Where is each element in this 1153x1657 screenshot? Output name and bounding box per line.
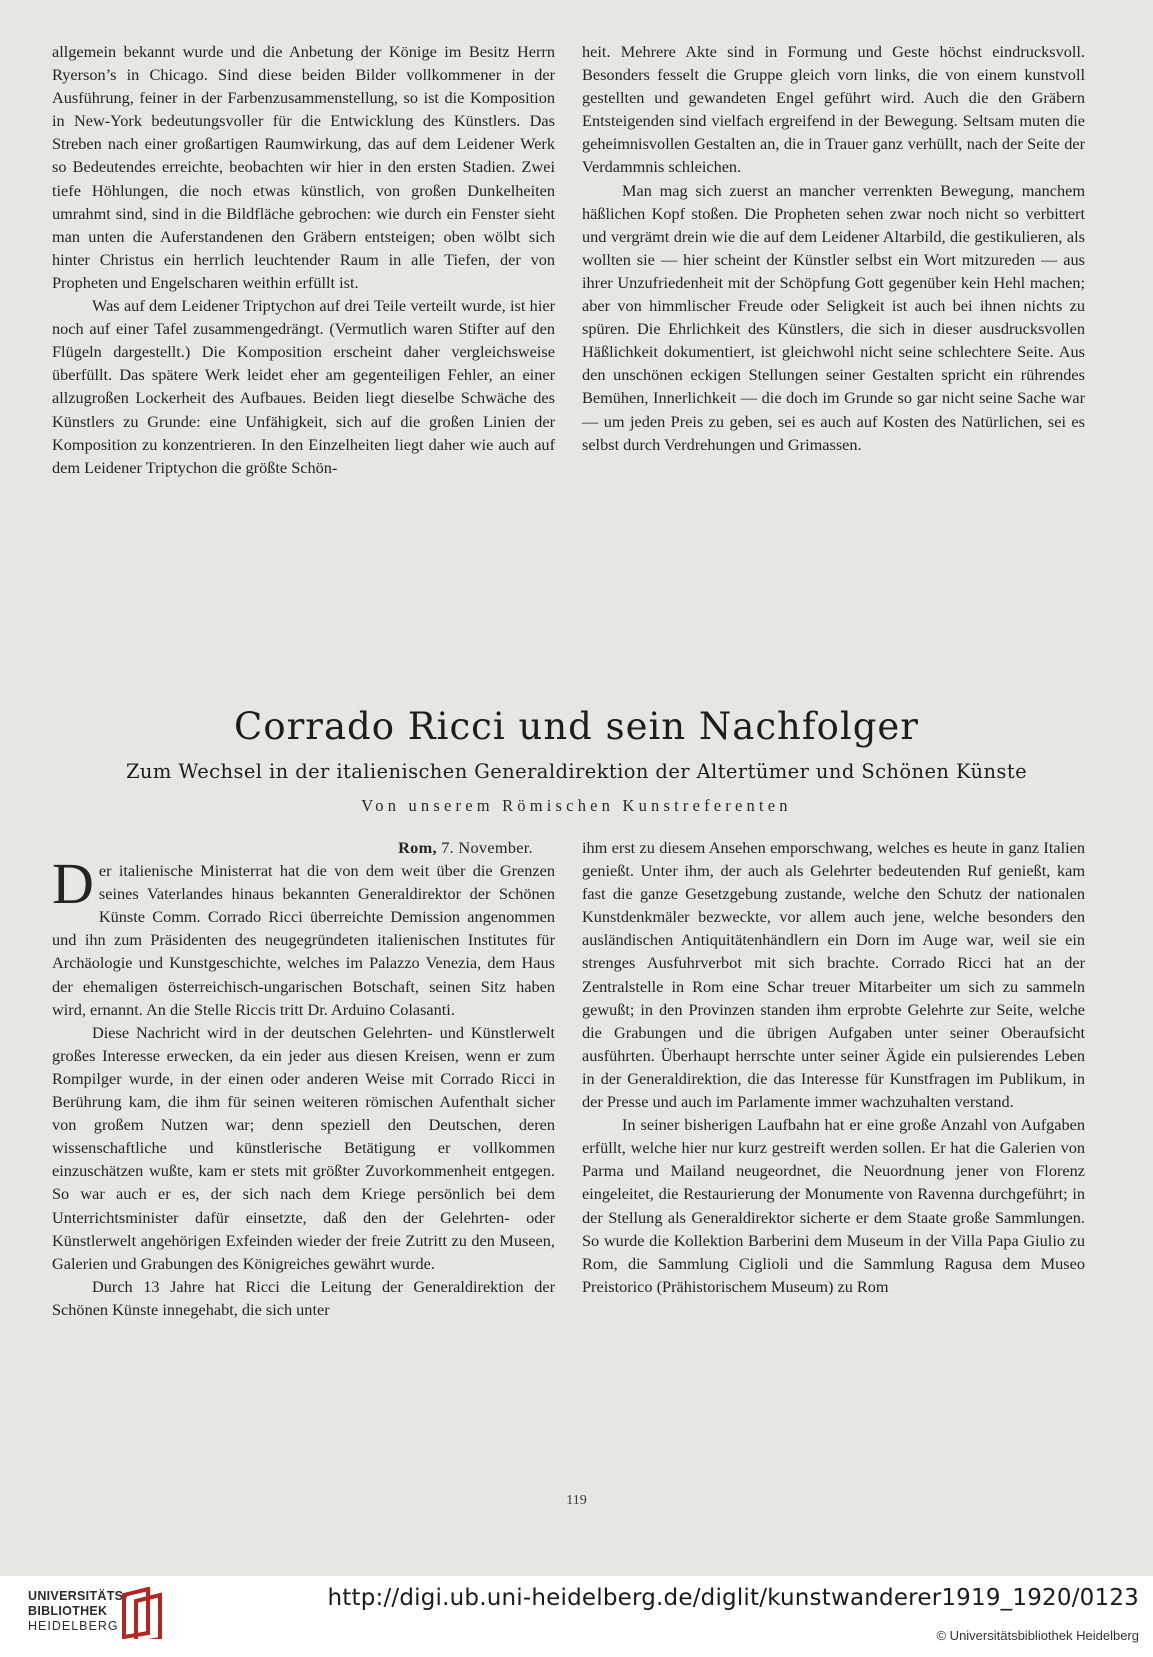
paragraph: Diese Nachricht wird in der deutschen Gelehrten- und Künstlerwelt großes Interesse erwecken, da ein jeder aus diesen Kreisen, wenn er zum Rompilger wurde, in der einen oder anderen Weise mit Corrado Ricci in Berührung kam, die ihm für seinen weiteren römischen Aufenthalt sicher von großem Nutzen war; denn speziell den Deutschen, deren wissenschaftliche und künstlerische Betätigung er vollkommen einzuschätzen wußte, kam er stets mit größter Zuvorkommenheit entgegen. So war auch er es, der sich nach dem Kriege persönlich bei dem Unterrichtsminister dafür einsetzte, daß den der Gelehrten- oder Künstlerwelt angehörigen Exfeinden wieder der freie Zutritt zu den Museen, Galerien und Grabungen des Königreiches gewährt wurde. [52, 1022, 555, 1273]
paragraph: Was auf dem Leidener Triptychon auf drei Teile verteilt wurde, ist hier noch auf einer Tafel zusammengedrängt. (Vermutlich waren Stifter auf den Flügeln dargestellt.) Die Komposition erscheint daher vergleichsweise überfüllt. Das spätere Werk leidet eher am gegenteiligen Fehler, an einer allzugroßen Lockerheit des Aufbaues. Beiden liegt dieselbe Schwäche des Künstlers zu Grunde: eine Unfähigkeit, sich auf die großen Linien der Komposition zu konzentrieren. In den Einzelheiten liegt daher wie auch auf dem Leidener Triptychon die größte Schön- [52, 296, 555, 477]
column-bottom-left [52, 836, 555, 1321]
library-logo[interactable] [28, 1583, 198, 1643]
dateline-place: Rom, [398, 838, 437, 857]
dateline-date: 7. November. [441, 838, 533, 857]
paragraph: ihm erst zu diesem Ansehen emporschwang, welches es heute in ganz Italien genießt. Unter ihm, der auch als Gelehrter bedeutenden Ruf genießt, kam fast die ganze Gesetzgebung zustande, welche den Schutz der nationalen Kunstdenkmäler bezweckte, vor allem auch jene, welche besonders den ausländischen Antiquitätenhändlern ein Dorn im Auge war, weil sie ein strenges Ausfuhrverbot mit sich brachte. Corrado Ricci hat an der Zentralstelle in Rom eine Schar treuer Mitarbeiter um sich zu sammeln gewußt; in den Provinzen standen ihm erprobte Gelehrte zur Seite, welche die Grabungen und die übrigen Aufgaben unter seiner Oberaufsicht ausführten. Überhaupt herrschte unter seiner Ägide ein pulsierendes Leben in der Generaldirektion, die das Interesse für Kunstfragen im Publikum, in der Presse und auch im Parlamente immer wachzuhalten verstand. [582, 838, 1085, 1112]
logo-line: HEIDELBERG [28, 1619, 119, 1633]
paragraph: In seiner bisherigen Laufbahn hat er eine große Anzahl von Aufgaben erfüllt, welche hier nur kurz gestreift werden sollen. Er hat die Galerien von Parma und Mailand neugeordnet, die Neuordnung jener von Florenz eingeleitet, die Restaurierung der Monumente von Ravenna durchgeführt; in der Stellung als Generaldirektor sicherte er dem Staate große Sammlungen. So wurde die Kollektion Barberini dem Museum in der Villa Papa Giulio zu Rom, die Sammlung Ciglioli und die Sammlung Ragusa dem Museo Preistorico (Prähistorischem Museum) zu Rom [582, 1115, 1085, 1296]
lead-paragraph [52, 851, 555, 1021]
article-subtitle: Zum Wechsel in der italienischen Generaldirektion der Altertümer und Schönen Künste [125, 760, 1028, 783]
source-url-link[interactable]: http://digi.ub.uni-heidelberg.de/diglit/kunstwanderer1919_1920/0123 [327, 1585, 1139, 1611]
paragraph: heit. Mehrere Akte sind in Formung und Geste höchst eindrucksvoll. Besonders fesselt die Gruppe gleich vorn links, die von einem kunstvoll gestellten und gewandeten Engel geführt wird. Auch die den Gräbern Entsteigenden sind vielfach ergreifend in der Bewegung. Seltsam muten die geheimnisvollen Gestalten an, die in Trauer ganz verhüllt, nach der Seite der Verdammnis schleichen. [582, 42, 1085, 177]
logo-text [28, 1589, 128, 1634]
page-number: 119 [566, 1493, 587, 1508]
library-mark-icon [118, 1587, 166, 1639]
lead-text: er italienische Ministerrat hat die von dem weit über die Grenzen seines Vaterlandes hinaus bekannten Generaldirektor der Schönen Künste Comm. Corrado Ricci überreichte Demission angenommen und ihn zum Präsidenten des neugegründeten italienischen Institutes für Archäologie und Kunstgeschichte, welches im Palazzo Venezia, dem Haus der ehemaligen österreichisch-ungarischen Botschaft, seinen Sitz haben wird, ernannt. An die Stelle Riccis tritt Dr. Arduino Colasanti. [52, 861, 555, 1019]
article-title: Corrado Ricci und sein Nachfolger [234, 705, 919, 748]
drop-cap: D [52, 851, 94, 917]
copyright-notice: © Universitätsbibliothek Heidelberg [936, 1628, 1139, 1643]
logo-line: UNIVERSITÄTS- [28, 1589, 128, 1603]
paragraph: Durch 13 Jahre hat Ricci die Leitung der Generaldirektion der Schönen Künste innegehabt, die sich unter [52, 1276, 555, 1319]
paragraph: Man mag sich zuerst an mancher verrenkten Bewegung, manchem häßlichen Kopf stoßen. Die Propheten sehen zwar noch nicht so verbittert und vergrämt drein wie die auf dem Leidener Altarbild, die gestikulieren, als wollten sie — hier scheint der Künstler selbst ein Wort mitzureden — aus ihrer Unzufriedenheit mit der Schöpfung Gott gegenüber kein Hehl machen; aber von himmlischer Freude oder Seligkeit ist auch bei ihnen nichts zu spüren. Die Ehrlichkeit des Künstlers, die sich in dieser ausdrucksvollen Häßlichkeit dokumentiert, ist gleichwohl nicht seine schlechtere Seite. Aus den unschönen eckigen Stellungen seiner Gestalten spricht ein rührendes Bemühen, Innerlichkeit — die doch im Grunde so gar nicht seine Sache war — um jeden Preis zu geben, sei es auch auf Kosten des Natürlichen, sei es selbst durch Verdrehungen und Grimassen. [582, 180, 1085, 454]
logo-line: BIBLIOTHEK [28, 1604, 108, 1618]
dateline [52, 836, 555, 859]
paragraph: allgemein bekannt wurde und die Anbetung der Könige im Besitz Herrn Ryerson’s in Chicago. Sind diese beiden Bilder vollkommener in der Ausführung, feiner in der Farbenzusammenstellung, so ist die Komposition in New-York bedeutungsvoller für die Entwicklung des Künstlers. Das Streben nach einer großartigen Raumwirkung, das auf dem Leidener Werk so Bedeutendes erreichte, beobachten wir hier in den ersten Stadien. Zwei tiefe Höhlungen, die noch etwas künstlich, von großen Dunkelheiten umrahmt sind, sind in die Bildfläche gebrochen: wie durch ein Fenster sieht man unten die Auferstandenen den Gräbern entsteigen; oben wölbt sich hinter Christus ein herrlich leuchtender Raum in alle Tiefen, der von Propheten und Engelscharen weithin erfüllt ist. [52, 42, 555, 292]
column-top-left [52, 40, 555, 479]
article-byline: Von unserem Römischen Kunstreferenten [361, 796, 792, 815]
column-top-right [582, 40, 1085, 456]
column-bottom-right [582, 836, 1085, 1298]
